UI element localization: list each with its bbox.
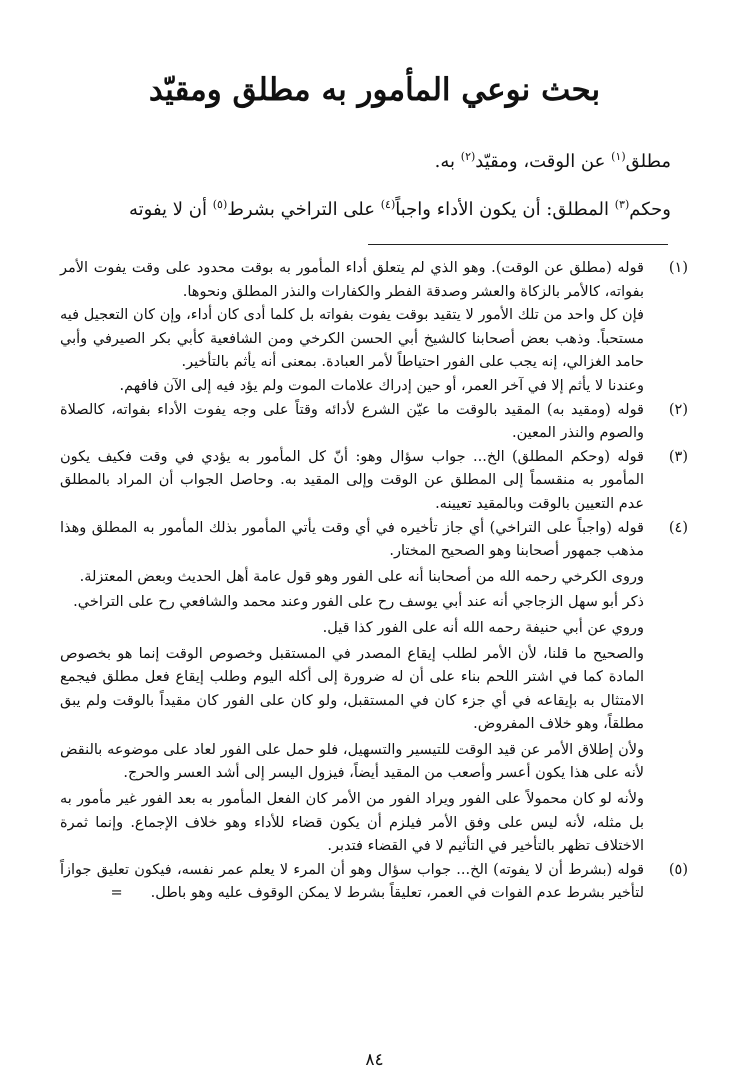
footnote-number: (٢) [668,401,688,418]
main-text-segment: عن الوقت، ومقيّد [475,151,612,172]
page-number: ٨٤ [365,1050,384,1070]
footnotes [60,257,688,906]
footnote-number: (٥) [668,861,688,878]
footnote-text: قوله (بشرط أن لا يفوته) الخ... جواب سؤال وهو أن المرء لا يعلم عمر نفسه، فيكون تعليق جوازاً لتأخير بشرط عدم الفوات في العمر، تعليقاً بشرط لا يمكن الوقوف عليه وهو باطل. [60,861,644,902]
main-text-segment: وحكم [629,199,671,220]
footnote-paragraph: فإن كل واحد من تلك الأمور لا يتقيد بوقت يفوت بفواته بل كلما أدى كان أداء، وإن كان التعجيل فيه مستحباً. وذهب بعض أصحابنا كالشيخ أبي الحسن الكرخي ومن الشافعية كأبي بكر الصيرفي وأبي حامد الغزالي، إنه يجب على الفور احتياطاً لأمر العبادة. بمعنى أنه يأثم بالتأخير. [60,307,644,371]
main-text-segment: به. [434,151,461,172]
footnote-paragraph: ولأنه لو كان محمولاً على الفور ويراد الفور من الأمر كان الفعل المأمور به بعد الفور غير مأمور به بل مثله، لأنه ليس على وفق الأمر فيلزم أن يكون قضاء للأداء وهو خلاف الإجماع. وإنما ثمرة الاختلاف تظهر بالتأخير في التأثيم لا في القضاء فتدبر. [60,791,644,855]
main-text-line-1 [71,138,671,186]
footnote-3 [60,446,688,517]
footnote-separator [368,244,668,245]
footnote-paragraph [60,859,644,906]
footnote-ref-3[interactable]: (٣) [614,198,630,211]
footnote-ref-4[interactable]: (٤) [380,198,396,211]
footnote-1 [60,257,688,399]
footnote-ref-2[interactable]: (٢) [460,150,476,163]
footnote-paragraph: قوله (ومقيد به) المقيد بالوقت ما عيّن الشرع لأدائه وقتاً على وجه يفوت الأداء بفواته، كالصلاة والصوم والنذر المعين. [60,401,644,442]
main-text-segment: على التراخي بشرط [227,199,381,220]
main-text [71,138,671,234]
footnote-paragraph: وروى الكرخي رحمه الله من أصحابنا أنه على الفور وهو قول عامة أهل الحديث وبعض المعتزلة. [79,568,644,585]
main-text-line-2 [71,186,671,234]
footnote-paragraph: والصحيح ما قلنا، لأن الأمر لطلب إيقاع المصدر في المستقبل وخصوص الوقت إنما هو بخصوص المادة كما في اشتر اللحم بناء على أن له ضرورة إلى أكله اليوم وطلب إيقاع فعل مطلق فيجمع الامتثال به بإيقاعه في أي جزء كان في المستقبل، ولو كان على الفور كان مقيداً بالوقت ولم يبق مطلقاً، وهو خلاف المفروض. [60,645,644,733]
footnote-ref-5[interactable]: (٥) [212,198,228,211]
footnote-ref-1[interactable]: (١) [611,150,626,163]
footnote-paragraph: قوله (واجباً على التراخي) أي جاز تأخيره في أي وقت يأتي المأمور بذلك المأمور به المطلق وهذا مذهب جمهور أصحابنا وهو الصحيح المختار. [60,519,644,560]
footnote-paragraph: ولأن إطلاق الأمر عن قيد الوقت للتيسير والتسهيل، فلو حمل على الفور لعاد على موضوعه بالنقض لأنه على هذا يكون أعسر وأصعب من المقيد أيضاً، فيزول اليسر إلى أشد العسر والحرج. [60,741,644,782]
main-text-segment: المطلق: أن يكون الأداء واجباً [395,199,615,220]
footnote-number: (١) [668,260,688,276]
footnote-4 [60,517,688,859]
main-text-segment: مطلق [625,151,671,172]
footnote-5 [60,859,688,906]
footnote-paragraph: قوله (وحكم المطلق) الخ... جواب سؤال وهو: أنّ كل المأمور به يؤدي في وقت فكيف يكون المأمور به منقسماً إلى المطلق عن الوقت وإلى المقيد به. وحاصل الجواب أن المراد بالمطلق عدم التعيين بالوقت وبالمقيد تعيينه. [60,448,644,512]
footnote-paragraph: قوله (مطلق عن الوقت). وهو الذي لم يتعلق أداء المأمور به بوقت محدود على وقت يفوت الأمر بفواته، كالأمر بالزكاة والعشر وصدقة الفطر والكفارات والنذر المطلق ونحوها. [60,260,644,300]
footnote-paragraph: ذكر أبو سهل الزجاجي أنه عند أبي يوسف رح على الفور وعند محمد والشافعي رح على التراخي. [73,594,644,611]
main-text-segment: أن لا يفوته [128,199,213,220]
footnote-2 [60,399,688,446]
footnote-paragraph: وروي عن أبي حنيفة رحمه الله أنه على الفور كذا قيل. [322,619,644,636]
page-title: بحث نوعي المأمور به مطلق ومقيّد [148,72,601,108]
continuation-mark: = [110,885,123,902]
footnote-number: (٣) [668,448,688,465]
footnote-number: (٤) [668,519,688,536]
footnote-paragraph: وعندنا لا يأثم إلا في آخر العمر، أو حين إدراك علامات الموت ولم يؤد فيه إلى الآن فافهم. [119,377,644,394]
